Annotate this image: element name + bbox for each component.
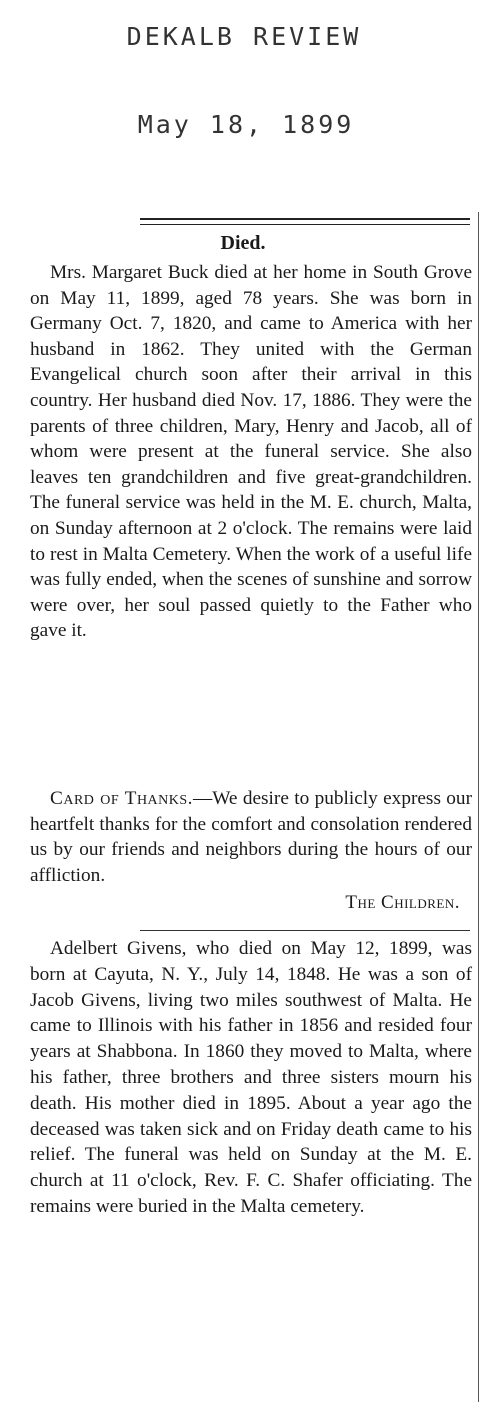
obituary-adelbert-givens [30, 936, 472, 1220]
obituary-text: Adelbert Givens, who died on May 12, 1899, was born at Cayuta, N. Y., July 14, 1848. He was a son of Jacob Givens, living two miles southwest of Malta. He came to Illinois with his father in 1856 and resided four years at Shabbona. In 1860 they moved to Malta, where his father, three brothers and three sisters mourn his death. His mother died in 1895. About a year ago the deceased was taken sick and on Friday death came to his relief. The funeral was held on Sunday at the M. E. church at 11 o'clock, Rev. F. C. Shafer officiating. The remains were buried in the Malta cemetery. [30, 938, 472, 1217]
card-of-thanks-heading: Card of Thanks. [50, 788, 193, 809]
card-of-thanks-signature: The Children. [345, 892, 460, 913]
card-of-thanks-body: —We desire to publicly express our heartfelt thanks for the comfort and consolation rendered us by our friends and neighbors during the hours of our affliction. [30, 788, 472, 886]
card-of-thanks [30, 786, 472, 888]
column-rule [478, 212, 479, 1402]
newspaper-column [22, 212, 472, 1408]
double-rule-divider [140, 218, 470, 225]
article-divider [140, 930, 470, 931]
card-of-thanks-text [30, 786, 472, 888]
section-heading: Died. [220, 232, 266, 254]
obituary-margaret-buck [30, 260, 472, 644]
publication-date: May 18, 1899 [137, 110, 355, 139]
obituary-text: Mrs. Margaret Buck died at her home in South Grove on May 11, 1899, aged 78 years. She was born in Germany Oct. 7, 1820, and came to America with her husband in 1862. They united with the German Evangelical church soon after their arrival in this country. Her husband died Nov. 17, 1886. They were the parents of three children, Mary, Henry and Jacob, all of whom were present at the funeral service. She also leaves ten grandchildren and five great-grandchildren. The funeral service was held in the M. E. church, Malta, on Sunday afternoon at 2 o'clock. The remains were laid to rest in Malta Cemetery. When the work of a useful life was fully ended, when the scenes of sunshine and sorrow were over, her soul passed quietly to the Father who gave it. [30, 262, 472, 642]
publication-title: DEKALB REVIEW [126, 22, 362, 51]
